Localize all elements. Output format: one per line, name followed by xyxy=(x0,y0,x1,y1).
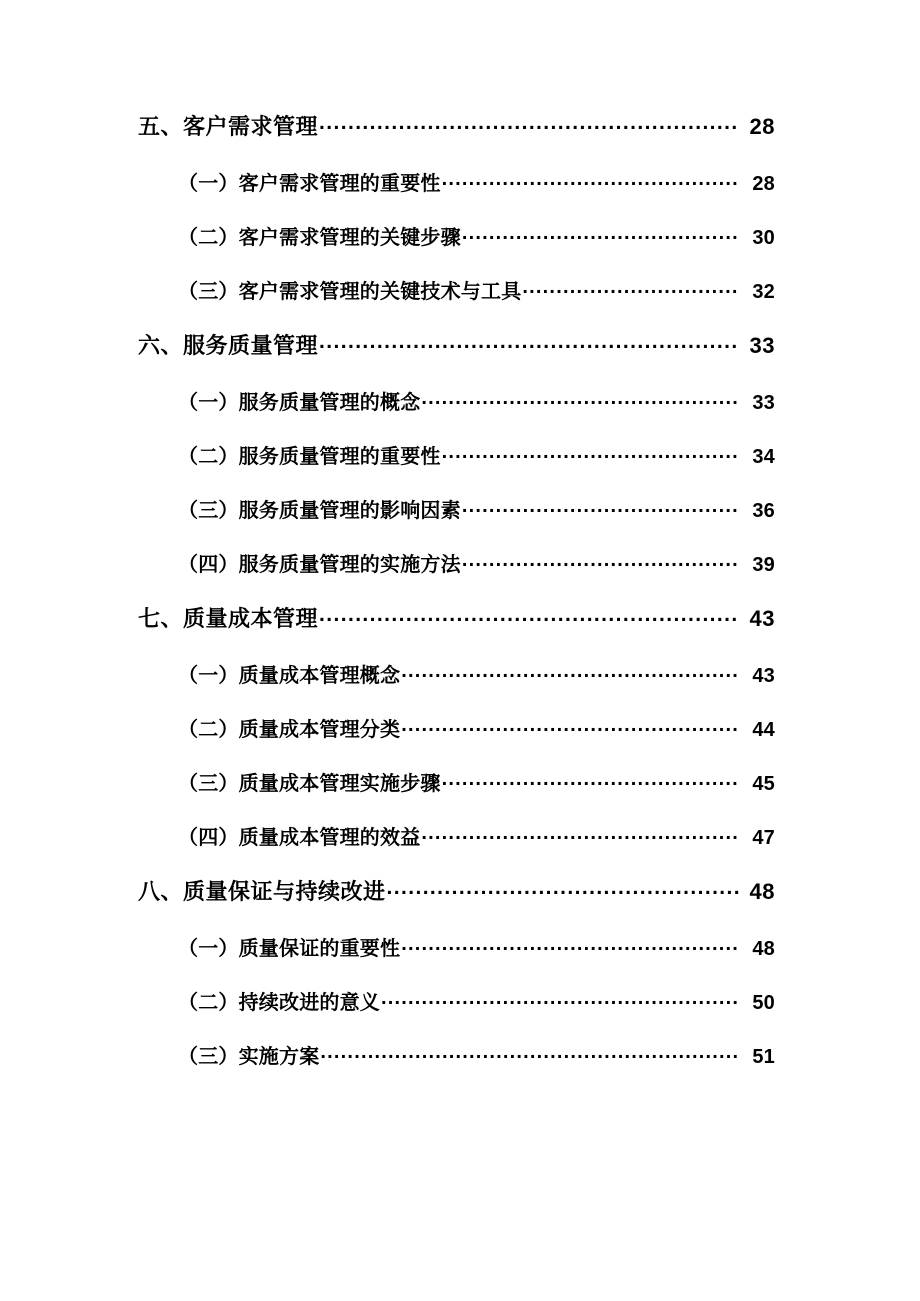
toc-entry-page-number: 33 xyxy=(752,392,775,414)
toc-entry-page-number: 32 xyxy=(752,281,775,303)
toc-leader-dots xyxy=(319,604,740,626)
toc-entry[interactable] xyxy=(130,440,775,469)
toc-leader-dots xyxy=(381,989,740,1009)
toc-entry-title: （三）实施方案 xyxy=(178,1046,320,1068)
toc-entry-title: （四）质量成本管理的效益 xyxy=(178,827,421,849)
toc-entry-title: （一）质量保证的重要性 xyxy=(178,938,401,960)
toc-leader-dots xyxy=(442,770,740,790)
toc-entry-page-number: 30 xyxy=(752,227,775,249)
toc-leader-dots xyxy=(442,170,740,190)
toc-entry[interactable] xyxy=(130,602,775,633)
toc-leader-dots xyxy=(462,497,740,517)
toc-entry-page-number: 33 xyxy=(749,333,775,358)
toc-leader-dots xyxy=(319,331,740,353)
toc-entry-title: （二）客户需求管理的关键步骤 xyxy=(178,227,461,249)
toc-entry-title: （四）服务质量管理的实施方法 xyxy=(178,554,461,576)
toc-entry-title: （三）服务质量管理的影响因素 xyxy=(178,500,461,522)
toc-leader-dots xyxy=(387,877,740,899)
toc-entry-title: （三）客户需求管理的关键技术与工具 xyxy=(178,281,522,303)
toc-entry-title: 五、客户需求管理 xyxy=(138,114,319,139)
toc-leader-dots xyxy=(462,551,740,571)
toc-entry[interactable] xyxy=(130,986,775,1015)
toc-entry[interactable] xyxy=(130,110,775,141)
toc-leader-dots xyxy=(522,278,740,298)
toc-entry[interactable] xyxy=(130,221,775,250)
toc-entry-title: 七、质量成本管理 xyxy=(138,606,319,631)
toc-entry-title: （二）质量成本管理分类 xyxy=(178,719,401,741)
toc-leader-dots xyxy=(421,824,740,844)
toc-entry-title: （一）质量成本管理概念 xyxy=(178,665,401,687)
toc-leader-dots xyxy=(320,1043,740,1063)
toc-entry[interactable] xyxy=(130,167,775,196)
toc-entry-page-number: 48 xyxy=(752,938,775,960)
toc-leader-dots xyxy=(442,443,740,463)
toc-entry-title: （一）服务质量管理的概念 xyxy=(178,392,421,414)
toc-leader-dots xyxy=(319,112,740,134)
toc-entry-title: （一）客户需求管理的重要性 xyxy=(178,173,441,195)
toc-entry[interactable] xyxy=(130,821,775,850)
toc-entry[interactable] xyxy=(130,386,775,415)
toc-entry[interactable] xyxy=(130,659,775,688)
toc-entry-page-number: 47 xyxy=(752,827,775,849)
toc-leader-dots xyxy=(401,716,740,736)
toc-leader-dots xyxy=(401,662,740,682)
toc-entry-page-number: 36 xyxy=(752,500,775,522)
toc-entry-page-number: 44 xyxy=(752,719,775,741)
toc-entry[interactable] xyxy=(130,548,775,577)
toc-entry-page-number: 50 xyxy=(752,992,775,1014)
toc-entry[interactable] xyxy=(130,713,775,742)
toc-entry[interactable] xyxy=(130,329,775,360)
toc-leader-dots xyxy=(462,224,740,244)
toc-entry[interactable] xyxy=(130,932,775,961)
toc-entry[interactable] xyxy=(130,1040,775,1069)
toc-entry-title: （二）服务质量管理的重要性 xyxy=(178,446,441,468)
toc-leader-dots xyxy=(401,935,740,955)
toc-entry-title: 八、质量保证与持续改进 xyxy=(138,879,386,904)
toc-entry[interactable] xyxy=(130,494,775,523)
toc-entry-page-number: 43 xyxy=(752,665,775,687)
toc-entry-page-number: 48 xyxy=(749,879,775,904)
toc-entry-page-number: 43 xyxy=(749,606,775,631)
toc-entry-title: （三）质量成本管理实施步骤 xyxy=(178,773,441,795)
toc-entry-page-number: 45 xyxy=(752,773,775,795)
toc-leader-dots xyxy=(421,389,740,409)
toc-entry-page-number: 34 xyxy=(752,446,775,468)
toc-entry[interactable] xyxy=(130,875,775,906)
toc-entry-page-number: 28 xyxy=(749,114,775,139)
toc-entry-page-number: 39 xyxy=(752,554,775,576)
toc-entry-title: 六、服务质量管理 xyxy=(138,333,319,358)
toc-entry[interactable] xyxy=(130,275,775,304)
toc-entry-page-number: 28 xyxy=(752,173,775,195)
table-of-contents xyxy=(130,110,775,1069)
toc-entry-title: （二）持续改进的意义 xyxy=(178,992,380,1014)
toc-entry-page-number: 51 xyxy=(752,1046,775,1068)
toc-entry[interactable] xyxy=(130,767,775,796)
